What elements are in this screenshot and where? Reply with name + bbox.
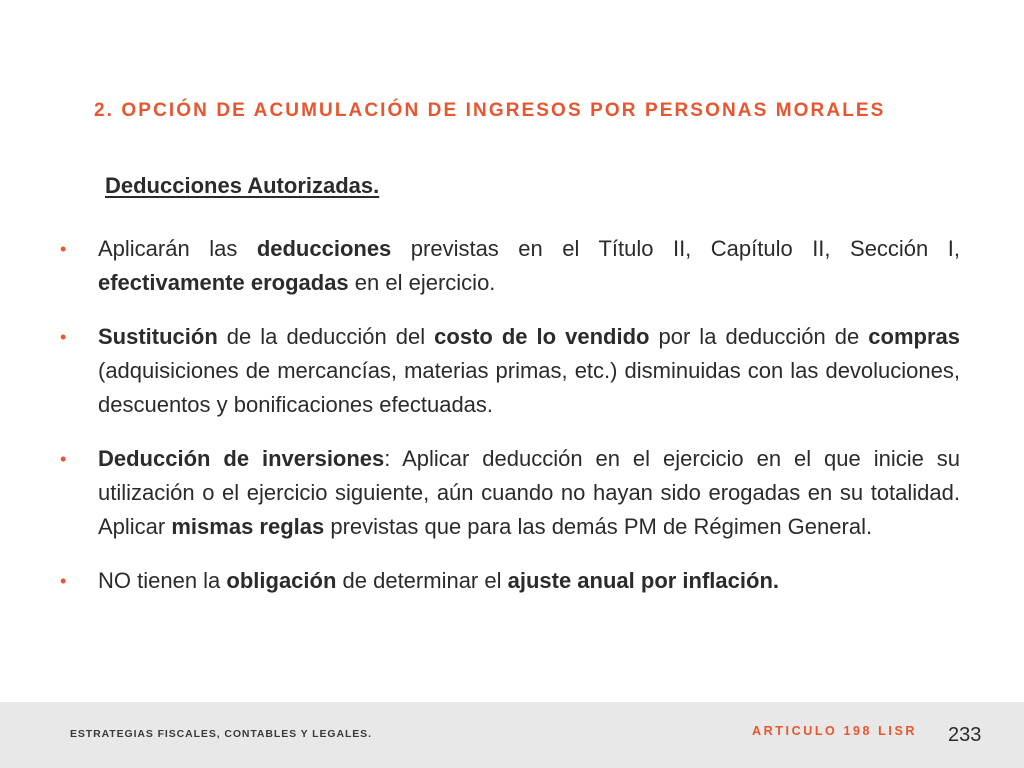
bullet-dot-icon: • <box>60 449 67 469</box>
bullet-item <box>60 442 960 544</box>
bullet-item <box>60 232 960 300</box>
bullet-dot-icon: • <box>60 239 67 259</box>
bullet-text-bold: obligación <box>226 568 337 593</box>
footer-bar <box>0 702 1024 768</box>
bullet-list <box>60 232 960 618</box>
page-number: 233 <box>948 724 982 746</box>
bullet-text-bold: deducciones <box>256 236 392 261</box>
bullet-text-segment: previstas que para las demás PM de Régimen General. <box>324 514 873 539</box>
bullet-text-bold: mismas reglas <box>171 514 325 539</box>
bullet-text-segment: previstas en el Título II, Capítulo II, Sección I, <box>391 236 960 261</box>
bullet-text-bold: Sustitución <box>98 324 218 349</box>
bullet-text-bold: compras <box>868 324 960 349</box>
bullet-text <box>98 324 960 417</box>
bullet-text-segment: de determinar el <box>336 568 508 593</box>
bullet-text-bold: Deducción de inversiones <box>98 446 385 471</box>
bullet-text-segment: por la deducción de <box>649 324 869 349</box>
bullet-text-segment: de la deducción del <box>217 324 435 349</box>
footer-company-tagline: ESTRATEGIAS FISCALES, CONTABLES Y LEGALES. <box>70 728 372 740</box>
bullet-item <box>60 320 960 422</box>
bullet-text <box>98 236 960 295</box>
bullet-text-segment: (adquisiciones de mercancías, materias primas, etc.) disminuidas con las devoluciones, descuentos y bonificaciones efectuadas. <box>98 358 960 417</box>
slide-title: 2. OPCIÓN DE ACUMULACIÓN DE INGRESOS POR PERSONAS MORALES <box>94 100 886 121</box>
bullet-text-bold: efectivamente erogadas <box>98 270 349 295</box>
bullet-text-bold: ajuste anual por inflación. <box>507 568 779 593</box>
bullet-text-bold: costo de lo vendido <box>434 324 650 349</box>
bullet-dot-icon: • <box>60 327 67 347</box>
footer-article-reference: ARTICULO 198 LISR <box>752 724 918 738</box>
bullet-text-segment: en el ejercicio. <box>348 270 496 295</box>
bullet-dot-icon: • <box>60 571 67 591</box>
bullet-text <box>98 446 960 539</box>
bullet-text-segment: : Aplicar deducción en el ejercicio en el que inicie su utilización o el ejercicio siguiente, aún cuando no hayan sido erogadas en su totalidad. Aplicar <box>98 446 960 539</box>
bullet-text-segment: NO tienen la <box>98 568 227 593</box>
section-subtitle: Deducciones Autorizadas. <box>105 173 380 198</box>
bullet-text <box>98 568 779 593</box>
bullet-text-segment: Aplicarán las <box>98 236 257 261</box>
bullet-item <box>60 564 960 598</box>
